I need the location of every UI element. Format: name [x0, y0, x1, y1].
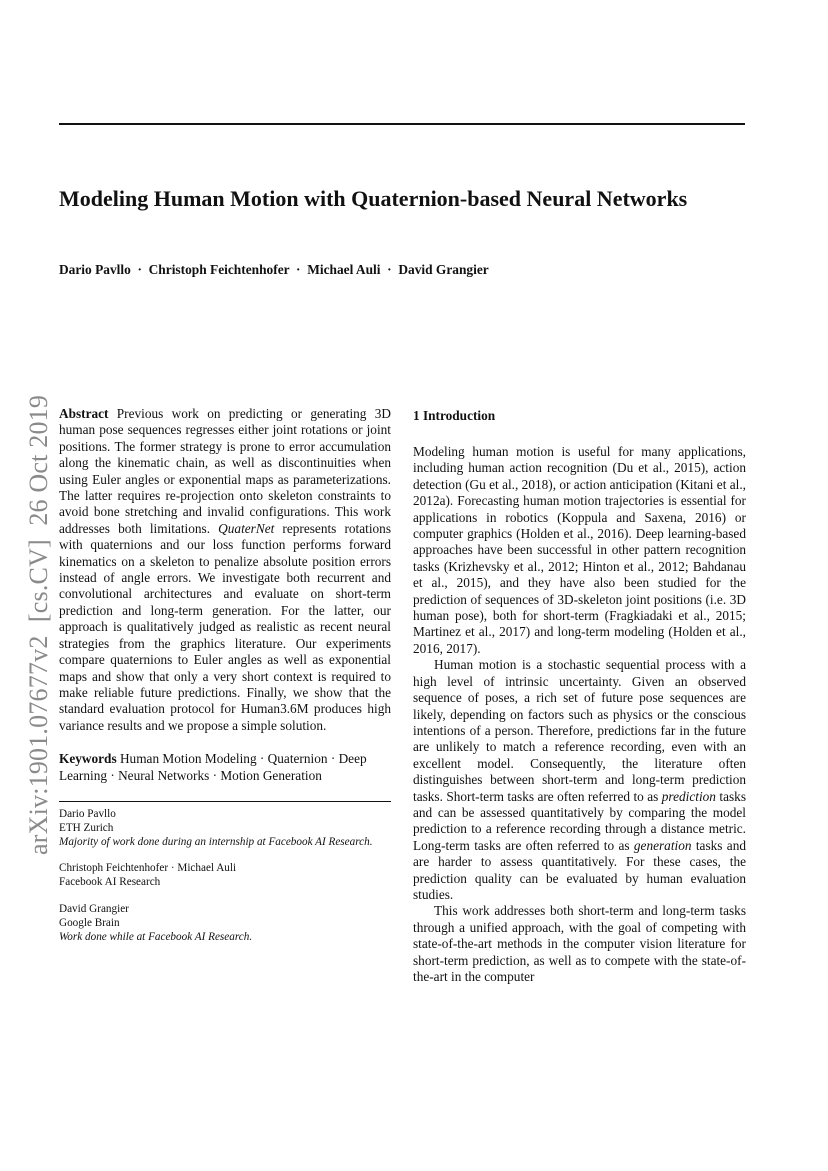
footnote-rule — [59, 801, 391, 802]
affiliation-name: David Grangier — [59, 902, 129, 915]
right-column — [413, 406, 746, 985]
affiliations — [59, 808, 391, 944]
affiliation-note: Work done while at Facebook AI Research. — [59, 930, 253, 943]
abstract — [59, 406, 391, 734]
affiliation-org: ETH Zurich — [59, 821, 114, 834]
author-list: Dario Pavllo · Christoph Feichtenhofer · Michael Auli · David Grangier — [59, 262, 489, 277]
abstract-label: Abstract — [59, 406, 109, 421]
intro-p2-text-2: tasks and can be assessed quantitatively by comparing the model prediction to a reference recording through a distance metric. Long-term tasks are often referred to as — [413, 788, 746, 853]
intro-paragraph-1: Modeling human motion is useful for many applications, including human action recognition (Du et al., 2015), action detection (Gu et al., 2018), or action anticipation (Kitani et al., 2012a). Forecasting human motion trajectories is essential for applications in robotics (Koppula and Saxena, 2016) or computer graphics (Holden et al., 2016). Deep learning-based approaches have been successful in other pattern recognition tasks (Krizhevsky et al., 2012; Hinton et al., 2012; Bahdanau et al., 2015), and they have also been studied for the prediction of sequences of 3D-skeleton joint positions (i.e. 3D human pose), both for short-term (Fragkiadaki et al., 2015; Martinez et al., 2017) and long-term modeling (Holden et al., 2016, 2017). — [413, 444, 746, 656]
intro-p2-emphasis-generation: generation — [633, 837, 692, 853]
affiliation-block — [59, 808, 391, 849]
abstract-method-name: QuaterNet — [218, 520, 275, 536]
keywords-label: Keywords — [59, 751, 117, 767]
intro-p2-text-3: tasks and are harder to assess quantitatively. For these cases, the prediction quality can be evaluated by human evaluation studies. — [413, 837, 746, 902]
left-column — [59, 406, 391, 957]
intro-p2-text-1: Human motion is a stochastic sequential process with a high level of intrinsic uncertainty. Given an observed sequence of poses, a rich set of future pose sequences are likely, depending on factors such as physics or the conscious intentions of a person. Therefore, predictions far in the future are unlikely to match a reference recording, even with an excellent model. Consequently, the literature often distinguishes between short-term and long-term prediction tasks. Short-term tasks are often referred to as — [413, 657, 746, 804]
intro-paragraph-3: This work addresses both short-term and long-term tasks through a unified approach, with the goal of competing with state-of-the-art methods in the computer vision literature for short-term prediction, as well as to compete with the state-of-the-art in the computer — [413, 903, 746, 984]
affiliation-block — [59, 903, 391, 944]
header-rule — [59, 123, 745, 125]
paper-title: Modeling Human Motion with Quaternion-based Neural Networks — [59, 186, 688, 211]
intro-p2-emphasis-prediction: prediction — [661, 788, 716, 804]
arxiv-stamp: arXiv:1901.07677v2 [cs.CV] 26 Oct 2019 — [24, 394, 53, 855]
keywords-text: Human Motion Modeling · Quaternion · Deep Learning · Neural Networks · Motion Generation — [59, 751, 367, 783]
abstract-text-1: Previous work on predicting or generating 3D human pose sequences regresses either joint rotations or joint positions. The former strategy is prone to error accumulation along the kinematic chain, as well as discontinuities when using Euler angles or exponential maps as parameterizations. The latter requires re-projection onto skeleton constraints to avoid bone stretching and invalid configurations. This work addresses both limitations. — [59, 406, 391, 536]
intro-paragraph-2 — [413, 657, 746, 903]
affiliation-org: Facebook AI Research — [59, 876, 161, 889]
affiliation-name: Christoph Feichtenhofer · Michael Auli — [59, 862, 237, 875]
keywords — [59, 751, 391, 784]
affiliation-block — [59, 862, 391, 890]
affiliation-note: Majority of work done during an internship at Facebook AI Research. — [59, 835, 373, 848]
affiliation-name: Dario Pavllo — [59, 807, 116, 820]
section-heading-introduction: 1 Introduction — [413, 408, 496, 423]
affiliation-org: Google Brain — [59, 916, 120, 929]
abstract-text-2: represents rotations with quaternions and our loss function performs forward kinematics on a skeleton to penalize absolute position errors instead of angle errors. We investigate both recurrent and convolutional architectures and evaluate on short-term prediction and long-term generation. For the latter, our approach is qualitatively judged as realistic as recent neural strategies from the graphics literature. Our experiments compare quaternions to Euler angles as well as exponential maps and show that only a very short context is required to make reliable future predictions. Finally, we show that the standard evaluation protocol for Human3.6M produces high variance results and we propose a simple solution. — [59, 520, 391, 733]
